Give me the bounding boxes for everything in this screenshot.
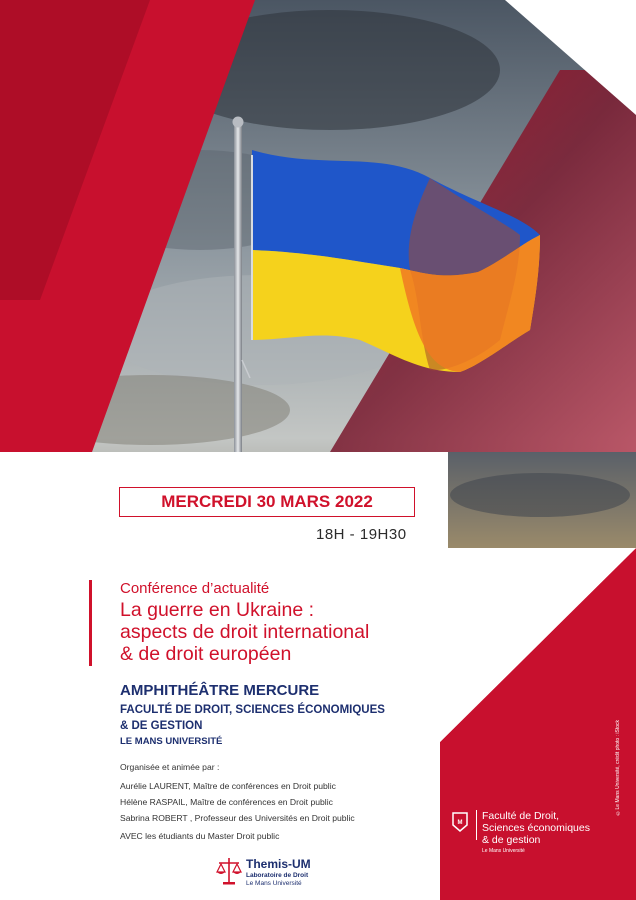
faculty-logo-line: Faculté de Droit,: [482, 810, 560, 822]
le-mans-universite-logo: [452, 812, 468, 832]
photo-credit: ©Le Mans Université, crédit photo : iStock: [615, 720, 621, 816]
themis-logo-name: Themis-UM: [246, 857, 311, 871]
scales-of-justice-icon: [216, 856, 242, 886]
event-date: MERCREDI 30 MARS 2022: [119, 487, 415, 517]
faculty-line: & DE GESTION: [120, 720, 203, 732]
organizer-name: Aurélie LAURENT: [120, 781, 189, 791]
themis-logo-university: Le Mans Université: [246, 880, 302, 887]
organizer-line: [120, 797, 333, 807]
title-accent-bar: [89, 580, 92, 666]
venue-room: AMPHITHÉÂTRE MERCURE: [120, 682, 320, 699]
faculty-logo-line: & de gestion: [482, 834, 541, 846]
organizer-role: , Professeur des Universités en Droit public: [187, 813, 355, 823]
pole-finial: [233, 117, 244, 128]
students-line: AVEC les étudiants du Master Droit public: [120, 831, 280, 841]
flag-pole: [234, 125, 242, 452]
organizer-role: , Maître de conférences en Droit public: [188, 781, 336, 791]
organizer-line: [120, 781, 336, 791]
faculty-logo-line: Sciences économiques: [482, 822, 590, 834]
venue-university: LE MANS UNIVERSITÉ: [120, 736, 223, 747]
venue-faculty: [120, 702, 385, 734]
conference-title: [120, 599, 369, 665]
faculty-line: FACULTÉ DE DROIT, SCIENCES ÉCONOMIQUES: [120, 704, 385, 716]
faculty-logo-university: Le Mans Université: [482, 848, 525, 854]
svg-text:M: M: [457, 820, 463, 826]
conference-kicker: Conférence d’actualité: [120, 580, 270, 597]
organizer-name: Sabrina ROBERT: [120, 813, 188, 823]
event-time: 18H - 19H30: [316, 526, 407, 543]
title-line: aspects de droit international: [120, 621, 370, 643]
organizer-line: [120, 813, 355, 823]
organizer-role: , Maître de conférences en Droit public: [185, 797, 333, 807]
title-line: & de droit européen: [120, 643, 292, 665]
organizers-intro: Organisée et animée par :: [120, 762, 220, 772]
faculty-logo-text: [482, 810, 590, 846]
logo-divider: [476, 810, 477, 840]
cloud-shape: [450, 473, 630, 517]
title-line: La guerre en Ukraine :: [120, 599, 315, 621]
themis-logo-subtitle: Laboratoire de Droit: [246, 872, 309, 879]
organizer-name: Hélène RASPAIL: [120, 797, 186, 807]
